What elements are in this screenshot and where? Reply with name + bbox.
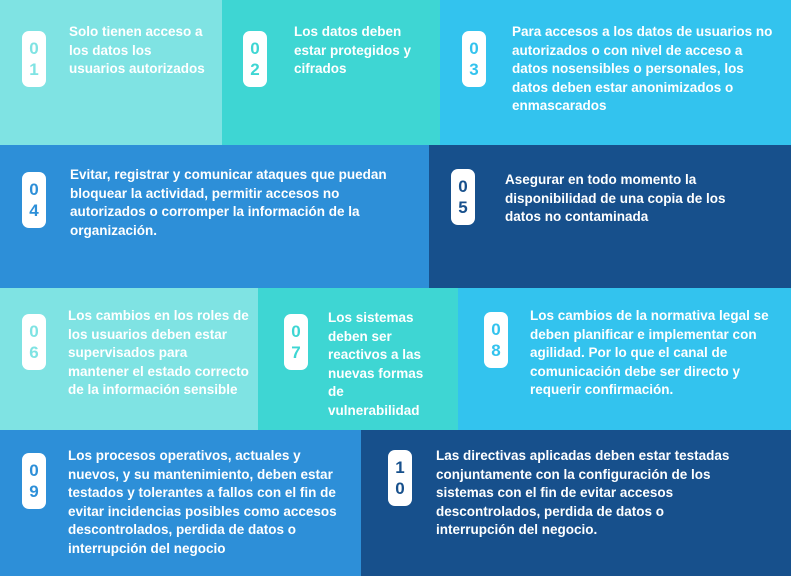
tile-08 — [458, 288, 791, 430]
tile-text: Los cambios de la normativa legal se deben planificar e implementar con agilidad. Por lo que el canal de comunicación debe ser directo y requerir confirmación. — [530, 308, 769, 397]
tile-05 — [429, 145, 791, 288]
tile-number-badge — [284, 314, 308, 370]
tile-02 — [222, 0, 440, 145]
tile-text: Para accesos a los datos de usuarios no autorizados o con nivel de acceso a datos nosensibles o personales, los datos deben estar anonimizados o enmascarados — [512, 24, 773, 113]
tile-text: Evitar, registrar y comunicar ataques que puedan bloquear la actividad, permitir accesos no autorizados o corromper la información de la organización. — [70, 167, 387, 238]
tile-text: Los procesos operativos, actuales y nuevos, y su mantenimiento, deben estar testados y tolerantes a fallos con el fin de evitar incidencias posibles como accesos descontrolados, perdida de datos o interrupción del negocio — [68, 448, 337, 556]
tile-number-digit-2: 6 — [29, 343, 39, 362]
tile-number-digit-1: 0 — [29, 461, 39, 480]
tile-number-badge — [451, 169, 475, 225]
tile-number-badge — [22, 314, 46, 370]
tile-number-digit-1: 0 — [491, 320, 501, 339]
tile-number-digit-2: 2 — [250, 60, 260, 79]
tile-number-badge — [22, 453, 46, 509]
tile-text: Los datos deben estar protegidos y cifrados — [294, 24, 412, 76]
tile-number-badge — [22, 31, 46, 87]
tile-number-digit-1: 1 — [395, 458, 405, 477]
tile-number-digit-1: 0 — [469, 39, 479, 58]
tile-number-digit-1: 0 — [29, 322, 39, 341]
tile-text: Los cambios en los roles de los usuarios deben estar supervisados para mantener el estado correcto de la información sensible — [68, 308, 249, 397]
tile-number-digit-2: 1 — [29, 60, 39, 79]
tile-04 — [0, 145, 429, 288]
tile-number-digit-1: 0 — [29, 39, 39, 58]
tile-number-badge — [243, 31, 267, 87]
tile-number-digit-2: 3 — [469, 60, 479, 79]
tile-number-digit-1: 0 — [29, 180, 39, 199]
tile-number-digit-2: 7 — [291, 343, 301, 362]
tile-text: Asegurar en todo momento la disponibilidad de una copia de los datos no contaminada — [505, 172, 726, 224]
tile-number-digit-1: 0 — [291, 322, 301, 341]
tile-10 — [361, 430, 791, 576]
tile-number-badge — [388, 450, 412, 506]
tile-03 — [440, 0, 791, 145]
tile-09 — [0, 430, 361, 576]
tile-number-digit-2: 4 — [29, 201, 39, 220]
tile-06 — [0, 288, 258, 430]
tile-number-badge — [484, 312, 508, 368]
tile-number-digit-2: 0 — [395, 479, 405, 498]
tile-01 — [0, 0, 222, 145]
tile-number-badge — [462, 31, 486, 87]
tile-number-digit-2: 5 — [458, 198, 468, 217]
tile-07 — [258, 288, 458, 430]
tile-text: Los sistemas deben ser reactivos a las nuevas formas de vulnerabilidad — [328, 310, 424, 418]
tile-number-digit-1: 0 — [250, 39, 260, 58]
tile-number-badge — [22, 172, 46, 228]
tile-number-digit-2: 9 — [29, 482, 39, 501]
tile-text: Solo tienen acceso a los datos los usuarios autorizados — [69, 24, 205, 76]
tile-number-digit-1: 0 — [458, 177, 468, 196]
tile-text: Las directivas aplicadas deben estar testadas conjuntamente con la configuración de los sistemas con el fin de evitar accesos descontrolados, perdida de datos o interrupción del negocio. — [436, 448, 730, 537]
tile-number-digit-2: 8 — [491, 341, 501, 360]
